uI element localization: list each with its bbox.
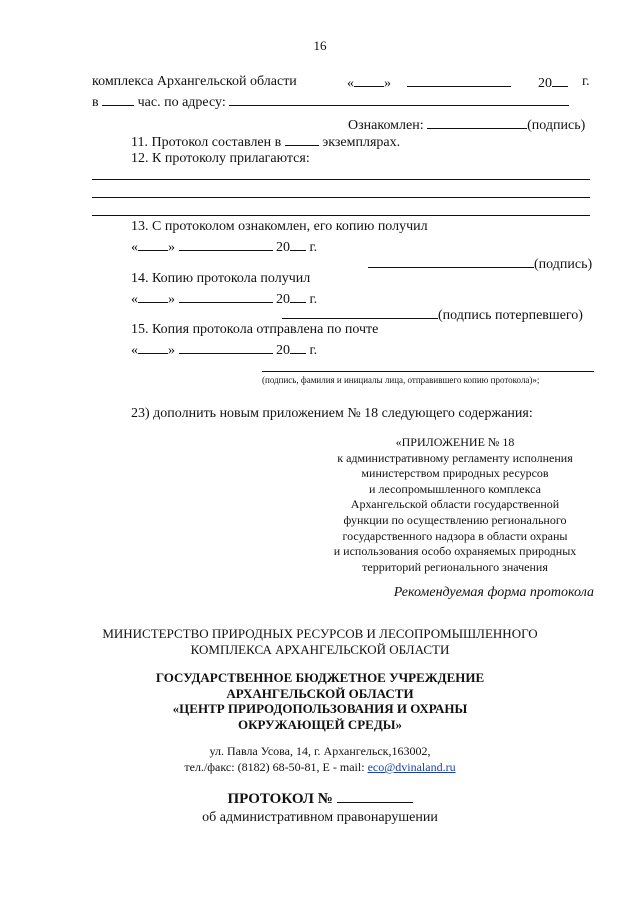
- month-blank: [407, 74, 511, 87]
- year-suffix: г.: [309, 240, 318, 255]
- item-11-prefix: 11. Протокол составлен в: [131, 135, 282, 150]
- attachment-line-1: [92, 179, 590, 180]
- ministry-line: МИНИСТЕРСТВО ПРИРОДНЫХ РЕСУРСОВ И ЛЕСОПРОМЫШЛЕННОГО: [102, 626, 538, 641]
- quote-close: »: [168, 292, 175, 307]
- year-prefix: 20: [276, 343, 290, 358]
- protocol-title-text: ПРОТОКОЛ №: [227, 791, 333, 807]
- item-12: 12. К протоколу прилагаются:: [131, 151, 310, 166]
- item-15-date: [131, 341, 317, 359]
- day-blank: [138, 341, 168, 354]
- day-blank: [138, 238, 168, 251]
- month-blank-wrap: [407, 74, 511, 92]
- appendix-block: [310, 435, 600, 575]
- address-line: ул. Павла Усова, 14, г. Архангельск,163002,: [209, 744, 431, 758]
- quote-open: «: [347, 76, 354, 91]
- day-blank: [354, 74, 384, 87]
- item-13-date: [131, 238, 317, 256]
- item-14: 14. Копию протокола получил: [131, 271, 311, 286]
- quote-open: «: [131, 240, 138, 255]
- ministry-heading: [0, 626, 640, 658]
- address-blank: [229, 93, 569, 106]
- item-11: [131, 133, 400, 151]
- year-prefix: 20: [276, 240, 290, 255]
- quote-close: »: [168, 343, 175, 358]
- quote-open: «: [131, 292, 138, 307]
- quote-close: »: [384, 76, 391, 91]
- region-line: [92, 74, 297, 90]
- appendix-line: функции по осуществлению регионального: [343, 512, 567, 527]
- protocol-title: [0, 789, 640, 808]
- appendix-line: министерством природных ресурсов: [361, 466, 549, 481]
- contact-line: [0, 759, 640, 775]
- address-label: час. по адресу:: [137, 95, 226, 110]
- page-number: 16: [313, 38, 327, 53]
- year-wrap: [538, 74, 568, 92]
- item-13-signature: [368, 255, 592, 273]
- ministry-line: КОМПЛЕКСА АРХАНГЕЛЬСКОЙ ОБЛАСТИ: [190, 642, 450, 657]
- appendix-line: и лесопромышленного комплекса: [369, 481, 541, 496]
- in-label: в: [92, 95, 99, 110]
- acquainted-blank: [427, 116, 527, 129]
- quote-close: »: [168, 240, 175, 255]
- year-blank: [552, 74, 568, 87]
- protocol-subtitle: об административном правонарушении: [202, 810, 438, 825]
- signature-blank: [282, 306, 438, 319]
- institution-heading: [0, 670, 640, 732]
- month-blank: [179, 341, 273, 354]
- day-blank: [138, 290, 168, 303]
- year-blank: [290, 238, 306, 251]
- institution-line: ГОСУДАРСТВЕННОЕ БЮДЖЕТНОЕ УЧРЕЖДЕНИЕ: [155, 670, 485, 685]
- year-suffix: г.: [309, 292, 318, 307]
- region-date: [347, 74, 391, 92]
- sign-label: (подпись): [534, 257, 593, 272]
- year-blank: [290, 290, 306, 303]
- sign-label: (подпись): [527, 118, 586, 133]
- contact-prefix: тел./факс: (8182) 68-50-81, E - mail:: [184, 760, 368, 774]
- time-address-line: [92, 93, 569, 111]
- appendix-line: территорий регионального значения: [362, 559, 548, 574]
- institution-line: АРХАНГЕЛЬСКОЙ ОБЛАСТИ: [226, 685, 414, 701]
- attachment-line-2: [92, 197, 590, 198]
- institution-line: «ЦЕНТР ПРИРОДОПОЛЬЗОВАНИЯ И ОХРАНЫ: [172, 701, 468, 716]
- appendix-line: и использования особо охраняемых природных: [333, 544, 577, 559]
- year-blank: [290, 341, 306, 354]
- email-link[interactable]: eco@dvinaland.ru: [367, 760, 456, 774]
- quote-open: «: [131, 343, 138, 358]
- item-15: 15. Копия протокола отправлена по почте: [131, 322, 379, 337]
- acquainted-line: [348, 116, 585, 134]
- region-prefix: комплекса Архангельской области: [92, 74, 297, 89]
- copies-blank: [285, 133, 319, 146]
- year-suffix: г.: [309, 343, 318, 358]
- year-prefix: 20: [276, 292, 290, 307]
- appendix-line: к административному регламенту исполнения: [337, 450, 573, 465]
- attachment-line-3: [92, 215, 590, 216]
- year-prefix: 20: [538, 76, 552, 91]
- month-blank: [179, 238, 273, 251]
- appendix-line: государственного надзора в области охраны: [342, 528, 568, 543]
- sender-signature-line: [262, 371, 594, 372]
- signature-blank: [368, 255, 534, 268]
- recommended-form: Рекомендуемая форма протокола: [393, 585, 594, 600]
- appendix-line: «ПРИЛОЖЕНИЕ № 18: [395, 435, 515, 449]
- year-suffix: г.: [582, 74, 590, 89]
- sign-victim-label: (подпись потерпевшего): [438, 308, 583, 323]
- item-11-suffix: экземплярах.: [322, 135, 401, 150]
- hour-blank: [102, 93, 134, 106]
- address-block: [0, 743, 640, 775]
- item-13: 13. С протоколом ознакомлен, его копию получил: [131, 219, 428, 234]
- month-blank: [179, 290, 273, 303]
- protocol-number-blank: [337, 789, 413, 803]
- acquainted-label: Ознакомлен:: [348, 118, 424, 133]
- institution-line: ОКРУЖАЮЩЕЙ СРЕДЫ»: [237, 716, 403, 732]
- appendix-line: Архангельской области государственной: [350, 497, 560, 512]
- amendment-text: 23) дополнить новым приложением № 18 следующего содержания:: [131, 406, 533, 421]
- sender-signature-caption: (подпись, фамилия и инициалы лица, отправившего копию протокола)»;: [262, 375, 540, 385]
